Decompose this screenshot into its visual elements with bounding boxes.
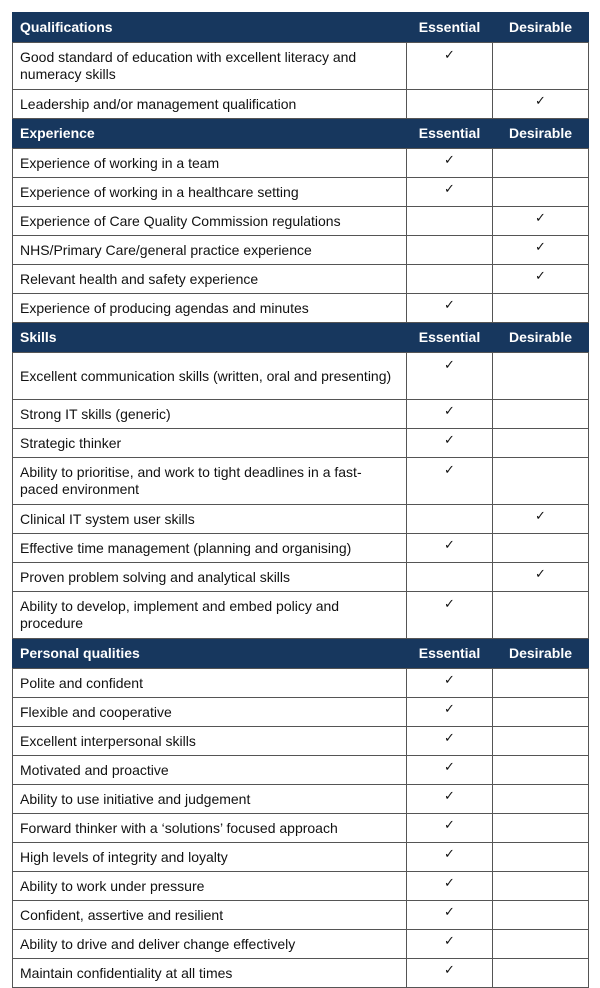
desirable-cell (493, 207, 589, 236)
check-icon: ✓ (535, 240, 546, 255)
table-row (13, 294, 589, 323)
check-icon: ✓ (444, 731, 455, 746)
criterion-text: Strategic thinker (13, 429, 407, 458)
desirable-column-header: Desirable (493, 119, 589, 149)
check-icon: ✓ (444, 673, 455, 688)
essential-cell (407, 294, 493, 323)
check-icon: ✓ (444, 433, 455, 448)
table-row (13, 698, 589, 727)
section-header-personal-qualities (13, 639, 589, 669)
check-icon: ✓ (444, 48, 455, 63)
essential-cell (407, 727, 493, 756)
check-icon: ✓ (444, 760, 455, 775)
essential-cell (407, 669, 493, 698)
desirable-cell (493, 353, 589, 400)
essential-cell (407, 458, 493, 505)
check-icon: ✓ (444, 538, 455, 553)
check-icon: ✓ (444, 153, 455, 168)
table-row (13, 43, 589, 90)
essential-cell (407, 698, 493, 727)
section-header-skills (13, 323, 589, 353)
table-row (13, 930, 589, 959)
check-icon: ✓ (444, 463, 455, 478)
criterion-text: Polite and confident (13, 669, 407, 698)
essential-cell (407, 149, 493, 178)
essential-cell (407, 563, 493, 592)
check-icon: ✓ (444, 404, 455, 419)
check-icon: ✓ (444, 847, 455, 862)
essential-cell (407, 872, 493, 901)
essential-cell (407, 756, 493, 785)
criterion-text: High levels of integrity and loyalty (13, 843, 407, 872)
table-row (13, 843, 589, 872)
essential-cell (407, 429, 493, 458)
check-icon: ✓ (535, 567, 546, 582)
criterion-text: NHS/Primary Care/general practice experience (13, 236, 407, 265)
desirable-cell (493, 90, 589, 119)
desirable-cell (493, 458, 589, 505)
section-header-experience (13, 119, 589, 149)
criterion-text: Leadership and/or management qualification (13, 90, 407, 119)
table-row (13, 872, 589, 901)
table-row (13, 959, 589, 988)
table-row (13, 90, 589, 119)
check-icon: ✓ (444, 358, 455, 373)
desirable-column-header: Desirable (493, 639, 589, 669)
essential-cell (407, 90, 493, 119)
table-row (13, 814, 589, 843)
desirable-cell (493, 843, 589, 872)
table-row (13, 592, 589, 639)
criterion-text: Experience of working in a healthcare setting (13, 178, 407, 207)
essential-cell (407, 178, 493, 207)
desirable-cell (493, 236, 589, 265)
check-icon: ✓ (444, 905, 455, 920)
check-icon: ✓ (444, 702, 455, 717)
criterion-text: Excellent communication skills (written, oral and presenting) (13, 353, 407, 400)
criterion-text: Ability to prioritise, and work to tight deadlines in a fast-paced environment (13, 458, 407, 505)
criterion-text: Good standard of education with excellent literacy and numeracy skills (13, 43, 407, 90)
check-icon: ✓ (444, 876, 455, 891)
table-row (13, 265, 589, 294)
essential-cell (407, 400, 493, 429)
table-row (13, 207, 589, 236)
essential-column-header: Essential (407, 13, 493, 43)
desirable-cell (493, 563, 589, 592)
desirable-cell (493, 669, 589, 698)
section-heading: Skills (13, 323, 407, 353)
table-row (13, 236, 589, 265)
desirable-cell (493, 756, 589, 785)
desirable-cell (493, 505, 589, 534)
essential-cell (407, 43, 493, 90)
table-row (13, 505, 589, 534)
criterion-text: Ability to drive and deliver change effectively (13, 930, 407, 959)
desirable-column-header: Desirable (493, 13, 589, 43)
section-heading: Qualifications (13, 13, 407, 43)
desirable-cell (493, 265, 589, 294)
table-row (13, 901, 589, 930)
check-icon: ✓ (444, 597, 455, 612)
table-row (13, 353, 589, 400)
check-icon: ✓ (535, 94, 546, 109)
desirable-cell (493, 872, 589, 901)
essential-cell (407, 843, 493, 872)
criterion-text: Ability to use initiative and judgement (13, 785, 407, 814)
table-row (13, 563, 589, 592)
essential-cell (407, 534, 493, 563)
criterion-text: Forward thinker with a ‘solutions’ focused approach (13, 814, 407, 843)
essential-cell (407, 207, 493, 236)
table-row (13, 149, 589, 178)
check-icon: ✓ (444, 963, 455, 978)
desirable-cell (493, 959, 589, 988)
section-heading: Experience (13, 119, 407, 149)
desirable-cell (493, 429, 589, 458)
essential-cell (407, 930, 493, 959)
check-icon: ✓ (535, 509, 546, 524)
desirable-cell (493, 698, 589, 727)
essential-column-header: Essential (407, 323, 493, 353)
table-row (13, 429, 589, 458)
criterion-text: Effective time management (planning and organising) (13, 534, 407, 563)
criterion-text: Experience of Care Quality Commission regulations (13, 207, 407, 236)
desirable-cell (493, 294, 589, 323)
desirable-cell (493, 178, 589, 207)
desirable-cell (493, 149, 589, 178)
check-icon: ✓ (535, 269, 546, 284)
desirable-cell (493, 930, 589, 959)
desirable-cell (493, 592, 589, 639)
essential-cell (407, 353, 493, 400)
criterion-text: Ability to work under pressure (13, 872, 407, 901)
criterion-text: Motivated and proactive (13, 756, 407, 785)
table-row (13, 785, 589, 814)
table-row (13, 756, 589, 785)
criterion-text: Flexible and cooperative (13, 698, 407, 727)
criterion-text: Clinical IT system user skills (13, 505, 407, 534)
essential-cell (407, 785, 493, 814)
essential-column-header: Essential (407, 119, 493, 149)
essential-cell (407, 814, 493, 843)
desirable-cell (493, 400, 589, 429)
criterion-text: Ability to develop, implement and embed policy and procedure (13, 592, 407, 639)
essential-cell (407, 959, 493, 988)
table-row (13, 669, 589, 698)
check-icon: ✓ (535, 211, 546, 226)
table-row (13, 458, 589, 505)
criterion-text: Relevant health and safety experience (13, 265, 407, 294)
check-icon: ✓ (444, 298, 455, 313)
desirable-cell (493, 901, 589, 930)
check-icon: ✓ (444, 934, 455, 949)
criterion-text: Experience of producing agendas and minutes (13, 294, 407, 323)
essential-cell (407, 265, 493, 294)
desirable-cell (493, 814, 589, 843)
person-specification-table (12, 12, 589, 988)
desirable-column-header: Desirable (493, 323, 589, 353)
desirable-cell (493, 43, 589, 90)
section-header-qualifications (13, 13, 589, 43)
essential-column-header: Essential (407, 639, 493, 669)
criterion-text: Confident, assertive and resilient (13, 901, 407, 930)
table-row (13, 178, 589, 207)
essential-cell (407, 236, 493, 265)
table-row (13, 727, 589, 756)
criterion-text: Strong IT skills (generic) (13, 400, 407, 429)
check-icon: ✓ (444, 818, 455, 833)
essential-cell (407, 901, 493, 930)
desirable-cell (493, 785, 589, 814)
check-icon: ✓ (444, 789, 455, 804)
section-heading: Personal qualities (13, 639, 407, 669)
criterion-text: Excellent interpersonal skills (13, 727, 407, 756)
criterion-text: Maintain confidentiality at all times (13, 959, 407, 988)
table-row (13, 534, 589, 563)
essential-cell (407, 505, 493, 534)
check-icon: ✓ (444, 182, 455, 197)
criterion-text: Proven problem solving and analytical skills (13, 563, 407, 592)
table-row (13, 400, 589, 429)
desirable-cell (493, 727, 589, 756)
criterion-text: Experience of working in a team (13, 149, 407, 178)
desirable-cell (493, 534, 589, 563)
essential-cell (407, 592, 493, 639)
